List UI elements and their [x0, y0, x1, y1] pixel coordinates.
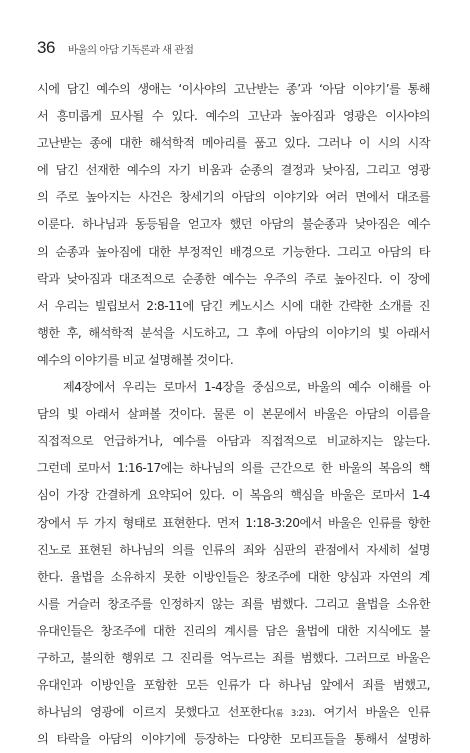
text-segment: 하나님의 영광에 이르지 못했다고 선포한다: [37, 705, 273, 720]
text-line: 그런데 로마서 1:16-17에는 하나님의 의를 근간으로 한 바울의 복음의 핵: [37, 461, 430, 476]
text-line: 서 흥미롭게 묘사될 수 있다. 예수의 고난과 높아짐과 영광은 이사야의: [37, 109, 430, 124]
text-line: 진노로 표현된 하나님의 의를 인류의 죄와 심판의 관점에서 자세히 설명: [37, 542, 430, 557]
text-line: 심이 가장 간결하게 요약되어 있다. 이 복음의 핵심을 바울은 로마서 1-4: [37, 488, 430, 503]
text-line: 유대인과 이방인을 포함한 모든 인류가 다 하나님 앞에서 죄를 범했고,: [37, 678, 430, 693]
text-line: 장에서 두 가지 형태로 표현한다. 먼저 1:18-3:20에서 바울은 인류를 향한: [37, 515, 430, 530]
text-line: 이룬다. 하나님과 동등됨을 얻고자 했던 아담의 불순종과 낮아짐은 예수: [37, 217, 430, 232]
text-line: 시를 거슬러 창조주를 인정하지 않는 죄를 범했다. 그리고 율법을 소유한: [37, 596, 430, 611]
text-line-with-reference: [37, 699, 430, 726]
text-line: 락과 낮아짐과 대조적으로 순종한 예수는 우주의 주로 높아진다. 이 장에: [37, 271, 430, 286]
text-segment: . 여기서 바울은 인류: [311, 705, 430, 720]
text-line: 예수의 이야기를 비교 설명해볼 것이다.: [37, 352, 234, 367]
text-line: 고난받는 종에 대한 해석학적 메아리를 품고 있다. 그러나 이 시의 시작: [37, 136, 430, 151]
text-line: 서 우리는 빌립보서 2:8-11에 담긴 케노시스 시에 대한 간략한 소개를 진: [37, 298, 430, 313]
body-text: [37, 76, 430, 753]
text-line: 구하고, 불의한 행위로 그 진리를 억누르는 죄를 범했다. 그러므로 바울은: [37, 650, 430, 665]
text-line: 직접적으로 언급하거나, 예수를 아담과 직접적으로 비교하지는 않는다.: [37, 434, 430, 449]
text-line: 의 타락을 아담의 이야기에 등장하는 다양한 모티프들을 통해서 설명하: [37, 732, 430, 747]
text-line: 의 주로 높아지는 사건은 창세기의 아담의 이야기와 여러 면에서 대조를: [37, 190, 430, 205]
text-line: 담의 빛 아래서 살펴볼 것이다. 물론 이 본문에서 바울은 아담의 이름을: [37, 407, 430, 422]
text-line: 제4장에서 우리는 로마서 1-4장을 중심으로, 바울의 예수 이해를 아: [63, 380, 430, 395]
scripture-reference: (롬 3:23): [272, 709, 312, 720]
running-header: [37, 38, 193, 58]
text-line: 유대인들은 창조주에 대한 진리의 계시를 담은 율법에 대한 지식에도 불: [37, 623, 430, 638]
text-line: 한다. 율법을 소유하지 못한 이방인들은 창조주에 대한 양심과 자연의 계: [37, 569, 430, 584]
text-line: 의 순종과 높아짐에 대한 부정적인 배경으로 기능한다. 그리고 아담의 타: [37, 244, 430, 259]
text-line: 행한 후, 해석학적 분석을 시도하고, 그 후에 아담의 이야기의 빛 아래서: [37, 325, 430, 340]
text-line: 에 담긴 선재한 예수의 자기 비움과 순종의 결정과 낮아짐, 그리고 영광: [37, 163, 430, 178]
page-number: 36: [37, 38, 55, 57]
running-title: 바울의 아담 기독론과 새 관점: [67, 44, 194, 56]
text-line: 시에 담긴 예수의 생애는 ‘이사야의 고난받는 종’과 ‘아담 이야기’를 통해: [37, 82, 430, 96]
